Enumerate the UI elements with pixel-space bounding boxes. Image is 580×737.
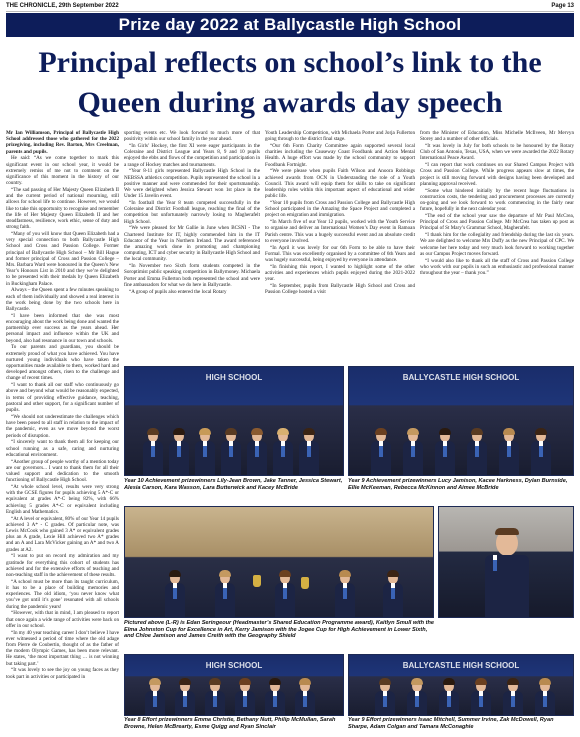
article-paragraph: “In September, pupils from Ballycastle High School and Cross and Passion College hosted a visit [265, 283, 415, 296]
article-paragraph: “Our 6th Form Charity Committee again supported several local charities including the Causeway Coast Foodbank and Action Mental Health. A huge effort was made by the school community to support Foodbank Fortnight. [265, 143, 415, 168]
article-paragraph: “I would also like to thank all the staff of Cross and Passion College who work with our pupils in such an enthusiastic and professional manner throughout the year – thank you.” [420, 257, 574, 277]
section-banner: Prize day 2022 at Ballycastle High School [6, 13, 574, 37]
caption-year10-achievement: Year 10 Achievement prizewinners Lily-Jean Brown, Jake Tanner, Jessica Stewart, Alesia Carson, Kara Wasson, Lara Butterwick and Kacey McBride [124, 478, 343, 491]
article-paragraph: Always – the Queen spent a few minutes speaking to each of them individually and showed a real interest in the work being done by the two schools here in Ballycastle. [6, 287, 119, 313]
page-header [6, 0, 574, 12]
article-paragraph: sporting events etc. We look forward to much more of that positivity within our school family in the year ahead. [124, 130, 260, 143]
article-paragraph: “I want to thank all our staff who continuously go above and beyond what would be reasonably expected, in terms of providing effective guidance, teaching, pastoral and other support, for a significant number of pupils. [6, 382, 119, 414]
article-paragraph: “In my 40 year teaching career I don’t believe I have ever witnessed a period of time where the old adage from Pierre de Coubertin, thought of as the father of the modern Olympic Games, has been more relevant. He states, ‘the most important thing … is not winning but taking part.’ [6, 629, 119, 667]
article-paragraph: “At A level or equivalent, 80% of our Year 14 pupils achieved 3 A* - C grades. Of particular note, was Lewis McCook who gained 3 A* or equivalent grades plus an A grade, Lexie Hill achieved two A* grades and an A and Lara McVicker gaining an A* and two A grades at A2. [6, 515, 119, 553]
article-paragraph: “A school must be more than its taught curriculum, it has to be a place of building memories and experiences. The old idiom, ‘you never know what you’ve got until it’s gone’ resonated with all schools during the pandemic years! [6, 578, 119, 610]
caption-year8-effort: Year 8 Effort prizewinners Emma Christie, Bethany Nutt, Philip McMullan, Sarah Browne, Helen McBrearty, Esme Quigg and Ryan Sinclair [124, 717, 336, 730]
article-headline: Principal reflects on school’s link to the Queen during awards day speech [38, 46, 542, 119]
article-paragraph: “A group of pupils also entered the local Rotary [129, 288, 227, 295]
caption-award-winners: Pictured above (L-R) is Edan Seringeour (Headmaster’s Shared Education Programme award), Kaitlyn Smull with the Elma Johnston Cup for Excellence in Art, Kerry Jamison with the Jogee Cup for High Achievement in Lower Sixth, and Chloe Jamison and James Creith with the Geography Shield [124, 620, 434, 640]
article-paragraph: “It was lovely in July for both schools to be honoured by the Rotary Club of San Antonio, Texas, USA, when we were awarded the 2022 Rotary International Peace Award. [420, 143, 574, 162]
article-paragraph: “The sad passing of Her Majesty Queen Elizabeth II and the current period of national mourning, still allows for school life to continue. However, we would like to take this opportunity to recognise and remember the life of Her Majesty Queen Elizabeth II and her steadfastness, resilience, work ethic, sense of duty and strong faith. [6, 187, 119, 231]
article-paragraph: “We were please when pupils Faith Wilson and Anoora Robbings achieved awards from OCN in Understanding the role of a Youth Council. This award will equip them for skills to take on significant leadership roles within this important aspect of educational and wider public life. [265, 168, 415, 200]
school-sign: HIGH SCHOOL [205, 661, 263, 670]
article-paragraph: “I can report that work continues on our Shared Campus Project with Cross and Passion College. While progress appears slow at times, the project is still moving forward with designs having been developed and planning approval received. [420, 162, 574, 187]
article-paragraph: “It was lovely to see the joy on young faces as they took part in activities or participated in [6, 667, 119, 680]
school-sign: BALLYCASTLE HIGH SCHOOL [402, 373, 520, 382]
article-paragraph: “In April it was lovely for our 6th Form to be able to have their Formal. This was excellently organised by a committee of 6th Years and was hugely successful, being enjoyed by everyone in attendance. [265, 244, 415, 264]
article-paragraph: Mr Ian Williamson, Principal of Ballycastle High School addressed those who gathered for the 2022 prizegiving, including Rev. Barton, Mrs Creelman, parents and pupils. [6, 130, 119, 155]
article-paragraph: “In Girls’ Hockey, the first XI were eager participants in the Coleraine and District League and Years 8, 9 and 10 pupils enjoyed the ebbs and flows of the competition and participation in a range of Hockey matches and tournaments. [124, 143, 260, 168]
article-paragraph: “At whole school level, results were very strong with the GCSE figures for pupils achieving 5 A*-C or equivalent at grades A*-C being 82%, with 66% achieving 5 grades A*-C or equivalent including English and Mathematics. [6, 483, 119, 515]
photo-year10-achievement [124, 366, 344, 476]
article-paragraph: “In November two Sixth form students competed in the Soroptimist public speaking competition in Ballymoney. Michaela Porter and Emma Fullerton both represented the school and were fine ambassadors for what we do here in Ballycastle. [124, 263, 260, 288]
article-paragraph: “We should not underestimate the challenges which have been posed to all staff in relation to the impact of the pandemic, even as we move beyond the worst periods of disruption. [6, 413, 119, 439]
article-paragraph: “Another group of people worthy of a mention today are our governors... I want to thank them for all their valued support and dedication to the smooth functioning of Ballycastle High School. [6, 458, 119, 484]
photo-year8-effort [124, 654, 344, 716]
article-paragraph: “I thank him for the collegiality and friendship during the last six years. We are delighted to welcome Mrs Duffy as the new Principal of CPC. We welcome her here today and very much look forward to working together as our Campus Project moves forward. [420, 232, 574, 257]
article-paragraph: “However, with that in mind, I am pleased to report that once again a wide range of activities were back on offer in our school. [6, 610, 119, 629]
article-column-3 [265, 130, 415, 360]
article-paragraph: “Some what hindered initially by the recent huge fluctuations in construction costs, the tendering and procurement processes are currently on-going and we look forward to work commencing in the fairly near future, hopefully in the next calendar year. [420, 187, 574, 213]
publication-date: THE CHRONICLE, 29th September 2022 [6, 2, 119, 9]
article-paragraph: “We were pleased for Mr Gallie in June when BCSNI - The Chartered Institute for IT, highly commended him in the IT Educator of the Year in Northern Ireland. The award referenced the amazing work done in promoting and championing computing, ICT and cyber security in Ballycastle High School and the local community. [124, 225, 260, 263]
article-paragraph: “I want to put on record my admiration and my gratitude for everything this cohort of students has achieved and for the extensive efforts of teaching and non-teaching staff in the achievement of these results. [6, 553, 119, 578]
school-sign: BALLYCASTLE HIGH SCHOOL [402, 661, 520, 670]
photo-year9-achievement [348, 366, 574, 476]
article-paragraph: “The end of the school year saw the departure of Mr Paul McCrea, Principal of Cross and Passion College. Mr McCrea has taken up post as Principal of St Mary’s Grammar School, Magherafelt. [420, 213, 574, 232]
article-paragraph: “Year 10 pupils from Cross and Passion College and Ballycastle High School participated in the Amazing the Space Project and completed a project on emigration and immigration. [265, 200, 415, 219]
caption-year9-achievement: Year 9 Achievement prizewinners Lucy Jamison, Kacee Harkness, Dylan Burnside, Ellie McKeeman, Rebecca McKinnon and Aimee McBride [348, 478, 568, 491]
page-number: Page 13 [551, 2, 574, 9]
article-column-2 [124, 130, 260, 360]
article-paragraph: “Year 8-11 girls represented Ballycastle High School in the NEBSSA athletics competition. Pupils represented the school in a positive manner and were commended for their sportsmanship. We were delighted when Jessica Stewart won 1st place in the Under 15 Javelin event. [124, 168, 260, 200]
article-paragraph: “Many of you will know that Queen Elizabeth had a very special connection to both Ballycastle High School and Cross and Passion College. Former principal of Ballycastle High School – Mr Bill Hague and former principal of Cross and Passion College – Mrs. Barbara Ward were honoured in the Queen’s New Year’s Honours List in 2010 and they we’re delighted to be presented with their medals by Queen Elizabeth in Buckingham Palace. [6, 231, 119, 287]
article-column-4 [420, 130, 574, 360]
photo-year9-effort [348, 654, 574, 716]
article-paragraph: from the Minister of Education, Miss Michelle McIlveen, Mr Mervyn Storey and a number of other officials. [420, 130, 574, 143]
caption-year9-effort: Year 9 Effort prizewinners Isaac Mitchell, Summer Irvine, Zak McDowell, Ryan Sharpe, Adam Colgan and Tamara McConaghie [348, 717, 554, 730]
article-paragraph: Youth Leadership Competition, with Michaela Porter and Jorja Fullerton going through to the district final stage. [265, 130, 415, 143]
article-paragraph: “I sincerely want to thank them all for keeping our school running as a safe, caring and nurturing educational environment. [6, 439, 119, 458]
article-paragraph: “In finishing this report, I wanted to highlight some of the other activities and experiences which pupils enjoyed during the 2021-2022 year. [265, 263, 415, 283]
article-column-1 [6, 130, 119, 730]
photo-student-portrait [438, 506, 574, 618]
article-paragraph: “I have been informed that she was most encouraging about the work being done and wanted the partnership ever success as the years ahead. Her personal impact and influence within the UK and beyond, also had resonance in our town and schools. [6, 312, 119, 344]
school-sign: HIGH SCHOOL [205, 373, 263, 382]
article-paragraph: “In March five of our Year 12 pupils, worked with the Youth Service to organise and deliver an International Women’s Day event in Ramoan Parish centre. This was a hugely successful event and an absolute credit to everyone involved. [265, 219, 415, 244]
photo-award-winners [124, 506, 434, 618]
article-paragraph: To our parents and guardians, you should be extremely proud of what you have achieved. You have nurtured young individuals who have taken the opportunities made available to them, worked hard and developed amongst others, risen to the challenge and change of recent times. [6, 344, 119, 382]
article-paragraph: “In football the Year 8 team competed successfully in the Coleraine and District Football league, reaching the final of the competition but unfortunately narrowly losing to Magherafelt High School. [124, 200, 260, 225]
article-paragraph: He said: “As we come together to mark this significant event in our school year, it would be extremely remiss of me not to comment on the significance of this moment in the history of our country. [6, 155, 119, 187]
